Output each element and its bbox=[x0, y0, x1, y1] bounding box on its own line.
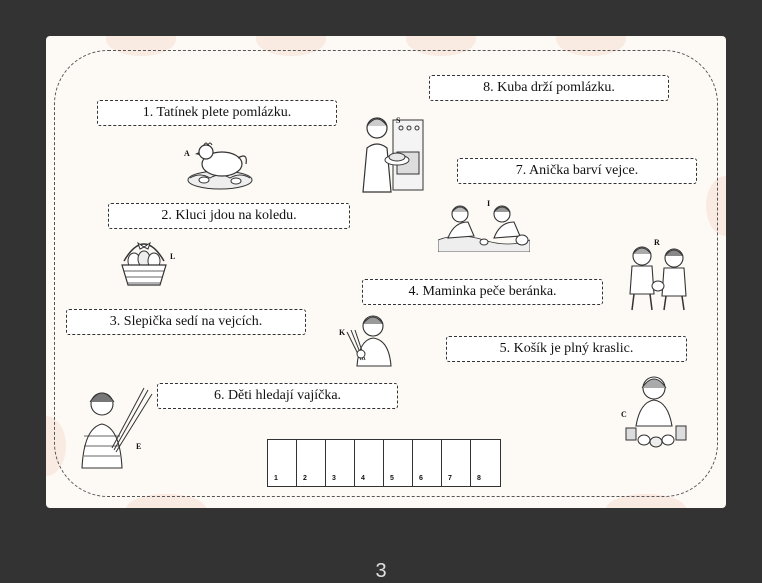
picture-letter-k: K bbox=[339, 328, 346, 337]
picture-letter-s: S bbox=[396, 116, 401, 125]
worksheet-card bbox=[46, 36, 726, 508]
answer-cell[interactable] bbox=[384, 440, 413, 486]
answer-cell-number: 5 bbox=[390, 475, 394, 482]
picture-letter-a: A bbox=[184, 149, 190, 158]
answer-cell[interactable] bbox=[297, 440, 326, 486]
answer-cell-number: 7 bbox=[448, 475, 452, 482]
page-number: 3 bbox=[375, 560, 387, 582]
hen-on-nest-icon bbox=[184, 136, 256, 192]
answer-cell[interactable] bbox=[355, 440, 384, 486]
sentence-5: 5. Košík je plný kraslic. bbox=[446, 336, 687, 362]
answer-cell-number: 2 bbox=[303, 475, 307, 482]
mother-baking-icon bbox=[357, 112, 425, 196]
girl-painting-eggs-icon bbox=[624, 372, 688, 450]
answer-cell-number: 3 bbox=[332, 475, 336, 482]
sentence-1: 1. Tatínek plete pomlázku. bbox=[97, 100, 337, 126]
children-searching-eggs-icon bbox=[438, 200, 530, 252]
boys-caroling-icon bbox=[624, 242, 696, 314]
picture-letter-c: C bbox=[621, 410, 627, 419]
answer-cell[interactable] bbox=[268, 440, 297, 486]
boy-holding-whip-icon bbox=[339, 312, 399, 368]
picture-letter-i: I bbox=[487, 199, 491, 208]
answer-cell[interactable] bbox=[326, 440, 355, 486]
answer-cell[interactable] bbox=[413, 440, 442, 486]
answer-cell[interactable] bbox=[442, 440, 471, 486]
sentence-4: 4. Maminka peče beránka. bbox=[362, 279, 603, 305]
picture-letter-r: R bbox=[654, 238, 660, 247]
egg-basket-icon bbox=[116, 235, 172, 291]
answer-cell-number: 8 bbox=[477, 475, 481, 482]
sentence-3: 3. Slepička sedí na vejcích. bbox=[66, 309, 306, 335]
sentence-2: 2. Kluci jdou na koledu. bbox=[108, 203, 350, 229]
answer-cell[interactable] bbox=[471, 440, 500, 486]
sentence-7: 7. Anička barví vejce. bbox=[457, 158, 697, 184]
answer-cell-number: 6 bbox=[419, 475, 423, 482]
answer-grid bbox=[267, 439, 501, 487]
sentence-6: 6. Děti hledají vajíčka. bbox=[157, 383, 398, 409]
answer-cell-number: 1 bbox=[274, 475, 278, 482]
picture-letter-e: E bbox=[136, 442, 142, 451]
father-braiding-whip-icon bbox=[78, 386, 154, 470]
sentence-8: 8. Kuba drží pomlázku. bbox=[429, 75, 669, 101]
answer-cell-number: 4 bbox=[361, 475, 365, 482]
picture-letter-l: L bbox=[170, 252, 176, 261]
